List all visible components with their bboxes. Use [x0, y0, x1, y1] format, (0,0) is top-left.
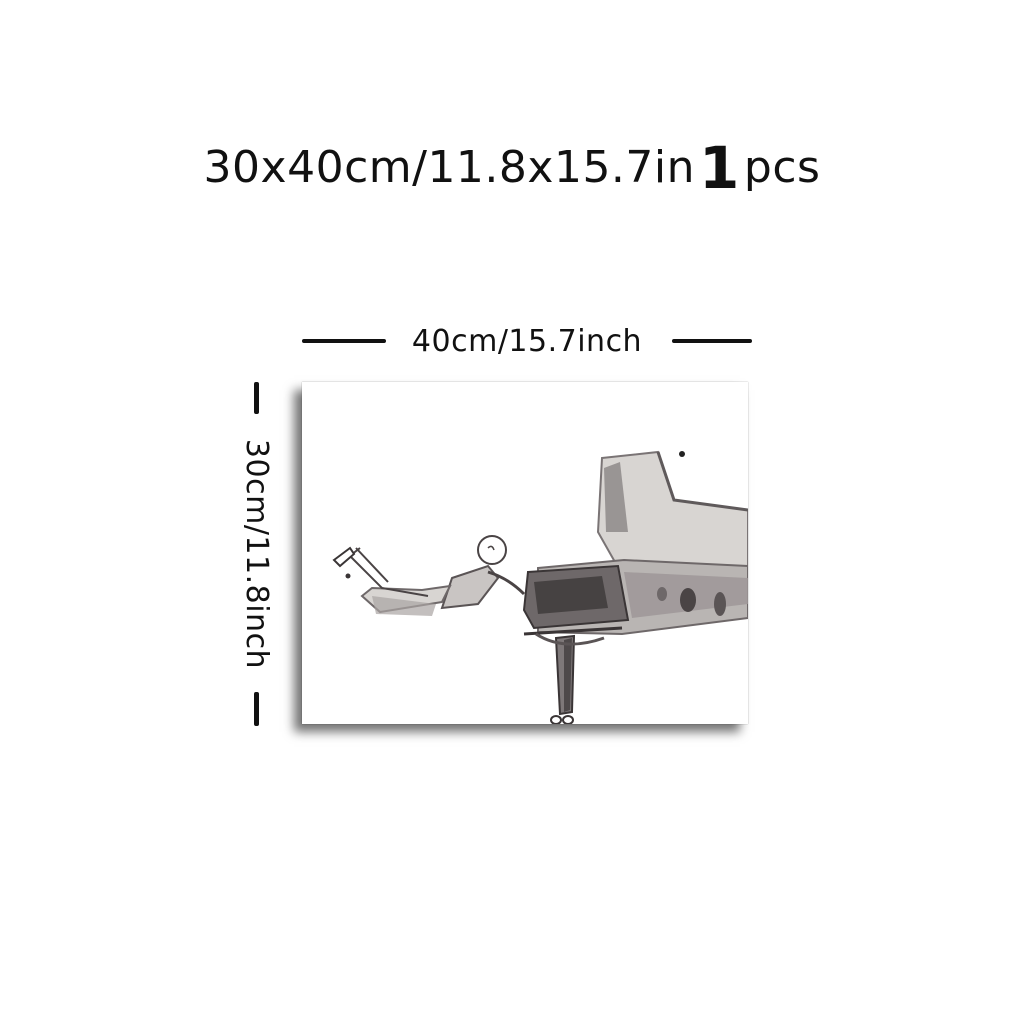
quantity-number: 1: [699, 134, 740, 202]
size-text: 30x40cm/11.8x15.7in: [203, 142, 696, 193]
pianist-watercolor-icon: [302, 382, 748, 724]
width-label: 40cm/15.7inch: [411, 324, 643, 359]
height-tick-bottom: [254, 692, 259, 726]
ink-drip-3: [657, 587, 667, 601]
ink-drip-2: [714, 592, 726, 616]
width-rule-right: [672, 339, 752, 343]
ink-speck: [346, 574, 351, 579]
piano-keyboard-ink: [534, 576, 608, 614]
canvas-print: [302, 382, 748, 724]
height-dimension: [236, 382, 276, 726]
pedal-left: [551, 716, 561, 724]
height-tick-top: [254, 382, 259, 414]
width-dimension: [300, 320, 754, 364]
pianist-head: [478, 536, 506, 564]
quantity-unit: pcs: [743, 142, 821, 193]
size-headline: [0, 132, 1024, 202]
height-label: 30cm/11.8inch: [239, 438, 274, 670]
ink-dot: [679, 451, 685, 457]
ink-drip-1: [680, 588, 696, 612]
pianist-feet: [334, 548, 354, 566]
pedal-right: [563, 716, 573, 724]
